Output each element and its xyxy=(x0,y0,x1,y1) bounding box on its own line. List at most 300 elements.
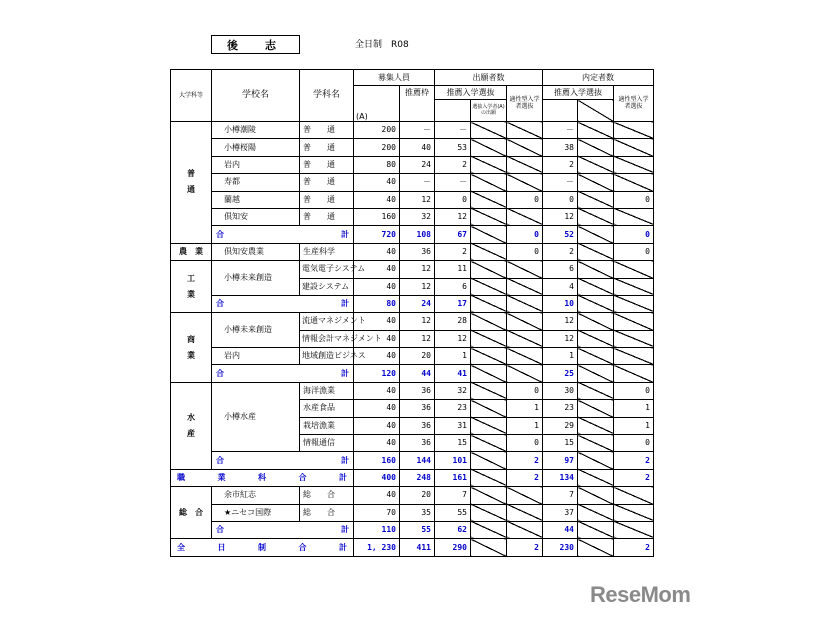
naitei-suisen: 25 xyxy=(543,365,578,382)
suisen-waku: 12 xyxy=(400,191,435,208)
slash-cell xyxy=(471,521,507,538)
recruit-count: 40 xyxy=(354,313,400,330)
suisen-waku: 12 xyxy=(400,261,435,278)
dept-name: 電気電子システム xyxy=(300,261,354,278)
total-label-char: 業 xyxy=(217,473,226,482)
suisen-waku: 36 xyxy=(400,400,435,417)
suisen-applicants: 2 xyxy=(435,156,471,173)
slash-cell xyxy=(507,487,543,504)
vocational_total-label xyxy=(171,469,354,486)
suisen-waku: 12 xyxy=(400,278,435,295)
slash-cell xyxy=(507,278,543,295)
slash-cell xyxy=(507,348,543,365)
slash-cell xyxy=(471,295,507,312)
suisen-applicants: 53 xyxy=(435,139,471,156)
subtotal-label-char: 計 xyxy=(341,455,349,465)
recruit-count: 40 xyxy=(354,330,400,347)
dept-name: 栽培漁業 xyxy=(300,417,354,434)
naitei-suisen: 97 xyxy=(543,452,578,469)
recruit-count: 40 xyxy=(354,261,400,278)
naitei-suisen: 4 xyxy=(543,278,578,295)
subtotal-row xyxy=(171,365,654,382)
recruit-count: 40 xyxy=(354,243,400,260)
table-row xyxy=(171,348,654,365)
subtotal-label-char: 計 xyxy=(341,525,349,535)
suisen-waku: 40 xyxy=(400,139,435,156)
grand_total-label xyxy=(171,539,354,556)
recruit-count: 40 xyxy=(354,278,400,295)
suisen-waku: 36 xyxy=(400,417,435,434)
recruit-count: 40 xyxy=(354,400,400,417)
recruit-count: 200 xyxy=(354,139,400,156)
recruit-count: 40 xyxy=(354,348,400,365)
suisen-waku: 36 xyxy=(400,435,435,452)
suisen-applicants: 12 xyxy=(435,208,471,225)
slash-cell xyxy=(471,382,507,399)
total-label-char: 全 xyxy=(177,542,185,552)
suisen-applicants: 17 xyxy=(435,295,471,312)
school-name: 小樽未来創造 xyxy=(212,261,300,296)
naitei-suisen: － xyxy=(543,122,578,139)
slash-cell xyxy=(507,521,543,538)
slash-cell xyxy=(471,469,507,486)
naitei-suisen: 1 xyxy=(543,348,578,365)
suisen-applicants: 31 xyxy=(435,417,471,434)
suisen-waku: 12 xyxy=(400,313,435,330)
naitei-suisen: 7 xyxy=(543,487,578,504)
naitei-suisen: 23 xyxy=(543,400,578,417)
suisen-applicants: 62 xyxy=(435,521,471,538)
recruit-count: 160 xyxy=(354,208,400,225)
slash-cell xyxy=(471,435,507,452)
slash-cell xyxy=(578,313,614,330)
suisen-applicants: 67 xyxy=(435,226,471,243)
naitei-tekisei: 0 xyxy=(614,191,654,208)
table-row xyxy=(171,139,654,156)
subtotal-label xyxy=(212,365,354,382)
dept-name: 建設システム xyxy=(300,278,354,295)
naitei-suisen: 2 xyxy=(543,243,578,260)
table-row xyxy=(171,313,654,330)
suisen-waku: － xyxy=(400,174,435,191)
suisen-waku: 24 xyxy=(400,156,435,173)
slash-cell xyxy=(471,313,507,330)
recruit-count: 80 xyxy=(354,156,400,173)
suisen-waku: 248 xyxy=(400,469,435,486)
slash-cell xyxy=(578,243,614,260)
school-name: 蘭越 xyxy=(212,191,300,208)
total-label-char: 制 xyxy=(258,542,266,552)
table-row xyxy=(171,487,654,504)
dept-name: 普 通 xyxy=(300,122,354,139)
school-name: 小樽水産 xyxy=(212,382,300,452)
slash-cell xyxy=(471,156,507,173)
suisen-applicants: 161 xyxy=(435,469,471,486)
slash-cell xyxy=(578,400,614,417)
recruit-count: 40 xyxy=(354,174,400,191)
total-label-char: 合 xyxy=(298,473,307,482)
tekisei-applicants: 0 xyxy=(507,435,543,452)
suisen-applicants: 101 xyxy=(435,452,471,469)
slash-cell xyxy=(614,348,654,365)
slash-cell xyxy=(614,487,654,504)
naitei-suisen: 2 xyxy=(543,156,578,173)
dept-name: 水産食品 xyxy=(300,400,354,417)
recruit-count: 70 xyxy=(354,504,400,521)
suisen-applicants: 41 xyxy=(435,365,471,382)
category-label: 商 業 xyxy=(171,313,212,383)
recruit-count: 1, 230 xyxy=(354,539,400,556)
total-label-char: 合 xyxy=(298,542,307,552)
suisen-applicants: 1 xyxy=(435,348,471,365)
slash-cell xyxy=(614,313,654,330)
slash-cell xyxy=(471,243,507,260)
subtotal-row xyxy=(171,295,654,312)
suisen-applicants: 0 xyxy=(435,191,471,208)
tekisei-applicants: 2 xyxy=(507,539,543,556)
slash-cell xyxy=(578,521,614,538)
recruit-count: 40 xyxy=(354,417,400,434)
recruit-count: 40 xyxy=(354,435,400,452)
table-row xyxy=(171,208,654,225)
slash-cell xyxy=(578,504,614,521)
total-label-char: 計 xyxy=(339,542,347,552)
slash-cell xyxy=(578,417,614,434)
suisen-waku: 35 xyxy=(400,504,435,521)
slash-cell xyxy=(471,226,507,243)
subtotal-label xyxy=(212,521,354,538)
naitei-tekisei: 1 xyxy=(614,400,654,417)
dept-name: 地域創造ビジネス xyxy=(300,348,354,365)
naitei-suisen: 15 xyxy=(543,435,578,452)
dept-name: 普 通 xyxy=(300,139,354,156)
subtotal-label-char: 計 xyxy=(341,229,349,239)
grand_total-row xyxy=(171,539,654,556)
slash-cell xyxy=(614,156,654,173)
dept-name: 総 合 xyxy=(300,504,354,521)
subtotal-label xyxy=(212,226,354,243)
category-label: 農 業 xyxy=(171,243,212,260)
slash-cell xyxy=(507,504,543,521)
dept-name: 情報会計マネジメント xyxy=(300,330,354,347)
table-row xyxy=(171,122,654,139)
naitei-suisen: 134 xyxy=(543,469,578,486)
tekisei-applicants: 0 xyxy=(507,382,543,399)
slash-cell xyxy=(471,208,507,225)
suisen-waku: － xyxy=(400,122,435,139)
recruit-count: 400 xyxy=(354,469,400,486)
dept-name: 普 通 xyxy=(300,208,354,225)
slash-cell xyxy=(614,174,654,191)
header-applications: 出願者数 xyxy=(435,70,543,86)
naitei-tekisei: 0 xyxy=(614,435,654,452)
suisen-waku: 144 xyxy=(400,452,435,469)
dept-name: 普 通 xyxy=(300,191,354,208)
subtotal-label-char: 合 xyxy=(216,229,224,239)
naitei-suisen: 29 xyxy=(543,417,578,434)
dept-name: 流通マネジメント xyxy=(300,313,354,330)
school-name: 小樽潮陵 xyxy=(212,122,300,139)
slash-cell xyxy=(578,295,614,312)
total-label-char: 計 xyxy=(339,473,347,482)
subtotal-label-char: 合 xyxy=(216,299,224,309)
slash-cell xyxy=(507,139,543,156)
suisen-waku: 55 xyxy=(400,521,435,538)
naitei-suisen: 30 xyxy=(543,382,578,399)
suisen-applicants: 55 xyxy=(435,504,471,521)
school-name: ★ニセコ国際 xyxy=(212,504,300,521)
slash-cell xyxy=(578,174,614,191)
suisen-applicants: 28 xyxy=(435,313,471,330)
slash-cell xyxy=(578,139,614,156)
slash-cell xyxy=(578,382,614,399)
school-name: 倶知安農業 xyxy=(212,243,300,260)
naitei-suisen: 6 xyxy=(543,261,578,278)
slash-cell xyxy=(507,156,543,173)
header-naitei-tekisei: 適性型入学者選抜 xyxy=(618,95,649,110)
naitei-suisen: 10 xyxy=(543,295,578,312)
school-name: 岩内 xyxy=(212,348,300,365)
slash-cell xyxy=(471,330,507,347)
recruit-count: 40 xyxy=(354,487,400,504)
slash-cell xyxy=(471,417,507,434)
slash-cell xyxy=(507,174,543,191)
naitei-suisen: 12 xyxy=(543,208,578,225)
slash-cell xyxy=(578,261,614,278)
slash-cell xyxy=(471,261,507,278)
slash-cell xyxy=(507,365,543,382)
resemom-logo: ReseMom xyxy=(590,582,691,607)
slash-cell xyxy=(614,208,654,225)
slash-cell xyxy=(471,174,507,191)
slash-cell xyxy=(578,122,614,139)
table-row xyxy=(171,191,654,208)
slash-cell xyxy=(471,365,507,382)
header-recruit-a: (A) xyxy=(354,86,400,122)
suisen-waku: 12 xyxy=(400,330,435,347)
naitei-suisen: － xyxy=(543,174,578,191)
recruit-count: 200 xyxy=(354,122,400,139)
subtotal-label-char: 合 xyxy=(216,525,224,535)
naitei-tekisei: 2 xyxy=(614,452,654,469)
slash-cell xyxy=(507,261,543,278)
slash-cell xyxy=(578,469,614,486)
subtotal-label-char: 計 xyxy=(341,299,349,309)
subtotal-row xyxy=(171,452,654,469)
suisen-applicants: 2 xyxy=(435,243,471,260)
recruit-count: 720 xyxy=(354,226,400,243)
slash-cell xyxy=(471,504,507,521)
header-tekisei: 適性型入学者選抜 xyxy=(509,95,540,110)
naitei-tekisei: 0 xyxy=(614,226,654,243)
naitei-suisen: 38 xyxy=(543,139,578,156)
slash-cell xyxy=(578,156,614,173)
suisen-waku: 24 xyxy=(400,295,435,312)
school-name: 寿都 xyxy=(212,174,300,191)
dept-name: 情報通信 xyxy=(300,435,354,452)
slash-cell xyxy=(614,521,654,538)
slash-cell xyxy=(578,487,614,504)
school-name: 小樽未来創造 xyxy=(212,313,300,348)
total-label-char: 日 xyxy=(217,542,226,552)
naitei-suisen: 52 xyxy=(543,226,578,243)
vocational_total-row xyxy=(171,469,654,486)
tekisei-applicants: 1 xyxy=(507,417,543,434)
slash-cell xyxy=(614,139,654,156)
recruit-count: 40 xyxy=(354,382,400,399)
suisen-waku: 108 xyxy=(400,226,435,243)
slash-cell xyxy=(578,226,614,243)
suisen-waku: 411 xyxy=(400,539,435,556)
naitei-suisen: 12 xyxy=(543,313,578,330)
suisen-waku: 20 xyxy=(400,487,435,504)
suisen-applicants: － xyxy=(435,122,471,139)
slash-cell xyxy=(614,295,654,312)
tekisei-applicants: 0 xyxy=(507,191,543,208)
slash-cell xyxy=(578,208,614,225)
recruit-count: 160 xyxy=(354,452,400,469)
subtotal-row xyxy=(171,226,654,243)
category-label: 普 通 xyxy=(171,122,212,244)
admissions-table xyxy=(170,69,654,557)
header-dept: 学科名 xyxy=(300,70,354,122)
naitei-tekisei: 2 xyxy=(614,539,654,556)
table-row xyxy=(171,504,654,521)
suisen-applicants: 11 xyxy=(435,261,471,278)
naitei-suisen: 0 xyxy=(543,191,578,208)
recruit-count: 120 xyxy=(354,365,400,382)
slash-cell xyxy=(578,539,614,556)
tekisei-applicants: 0 xyxy=(507,243,543,260)
slash-cell xyxy=(614,122,654,139)
subtotal-label-char: 合 xyxy=(216,368,224,378)
recruit-count: 110 xyxy=(354,521,400,538)
suisen-waku: 44 xyxy=(400,365,435,382)
slash-cell xyxy=(507,313,543,330)
suisen-applicants: 6 xyxy=(435,278,471,295)
slash-cell xyxy=(614,504,654,521)
naitei-suisen: 44 xyxy=(543,521,578,538)
slash-cell xyxy=(614,365,654,382)
suisen-waku: 36 xyxy=(400,243,435,260)
slash-cell xyxy=(471,400,507,417)
slash-cell xyxy=(578,330,614,347)
category-label: 工 業 xyxy=(171,261,212,313)
header-suisen-senbatsu: 推薦入学選抜 xyxy=(435,86,507,100)
tekisei-applicants: 2 xyxy=(507,452,543,469)
dept-name: 普 通 xyxy=(300,156,354,173)
slash-cell xyxy=(578,191,614,208)
naitei-tekisei: 0 xyxy=(614,243,654,260)
table-row xyxy=(171,243,654,260)
table-row xyxy=(171,382,654,399)
recruit-count: 80 xyxy=(354,295,400,312)
suisen-applicants: 12 xyxy=(435,330,471,347)
tekisei-applicants: 0 xyxy=(507,226,543,243)
table-row xyxy=(171,156,654,173)
subtotal-label xyxy=(212,295,354,312)
suisen-applicants: 290 xyxy=(435,539,471,556)
slash-cell xyxy=(471,139,507,156)
header-school: 学校名 xyxy=(212,70,300,122)
dept-name: 生産科学 xyxy=(300,243,354,260)
slash-cell xyxy=(507,122,543,139)
suisen-applicants: 23 xyxy=(435,400,471,417)
slash-cell xyxy=(614,330,654,347)
dept-name: 海洋漁業 xyxy=(300,382,354,399)
suisen-applicants: 7 xyxy=(435,487,471,504)
slash-cell xyxy=(471,487,507,504)
naitei-tekisei: 0 xyxy=(614,382,654,399)
slash-cell xyxy=(471,191,507,208)
total-label-char: 職 xyxy=(177,473,185,482)
slash-cell xyxy=(578,435,614,452)
category-label: 総 合 xyxy=(171,487,212,539)
naitei-suisen: 12 xyxy=(543,330,578,347)
slash-cell xyxy=(471,452,507,469)
slash-cell xyxy=(471,278,507,295)
subtotal-row xyxy=(171,521,654,538)
naitei-suisen: 230 xyxy=(543,539,578,556)
suisen-applicants: 32 xyxy=(435,382,471,399)
suisen-waku: 32 xyxy=(400,208,435,225)
tekisei-applicants: 1 xyxy=(507,400,543,417)
school-name: 余市紅志 xyxy=(212,487,300,504)
slash-cell xyxy=(614,278,654,295)
header-recruit: 募集人員 xyxy=(354,70,435,86)
header-naitei: 内定者数 xyxy=(543,70,654,86)
slash-cell xyxy=(471,122,507,139)
subtotal-label xyxy=(212,452,354,469)
naitei-suisen: 37 xyxy=(543,504,578,521)
table-row xyxy=(171,261,654,278)
header-naitei-suisen: 推薦入学選抜 xyxy=(543,86,614,100)
slash-cell xyxy=(578,278,614,295)
school-name: 岩内 xyxy=(212,156,300,173)
dept-name: 総 合 xyxy=(300,487,354,504)
page-title: 後 志 xyxy=(211,35,300,54)
table-row xyxy=(171,174,654,191)
school-name: 小樽桜陽 xyxy=(212,139,300,156)
header-suisen-waku: 推薦枠 xyxy=(400,86,435,122)
school-name: 倶知安 xyxy=(212,208,300,225)
subtotal-label-char: 計 xyxy=(341,368,349,378)
slash-cell xyxy=(507,208,543,225)
header-category: 大学科等 xyxy=(171,70,212,122)
recruit-count: 40 xyxy=(354,191,400,208)
subtotal-label-char: 合 xyxy=(216,455,224,465)
slash-cell xyxy=(471,539,507,556)
slash-cell xyxy=(507,330,543,347)
slash-cell xyxy=(614,261,654,278)
header-suisen-sub: 選抜入学者(A)の出願 xyxy=(472,103,505,116)
category-label: 水 産 xyxy=(171,382,212,469)
dept-name: 普 通 xyxy=(300,174,354,191)
slash-cell xyxy=(578,348,614,365)
total-label-char: 科 xyxy=(258,473,266,482)
suisen-waku: 36 xyxy=(400,382,435,399)
naitei-tekisei: 2 xyxy=(614,469,654,486)
slash-cell xyxy=(507,295,543,312)
slash-cell xyxy=(578,365,614,382)
slash-cell xyxy=(578,452,614,469)
suisen-waku: 20 xyxy=(400,348,435,365)
page-subtitle: 全日制 R08 xyxy=(355,40,409,50)
suisen-applicants: 15 xyxy=(435,435,471,452)
slash-cell xyxy=(471,348,507,365)
naitei-tekisei: 1 xyxy=(614,417,654,434)
tekisei-applicants: 2 xyxy=(507,469,543,486)
